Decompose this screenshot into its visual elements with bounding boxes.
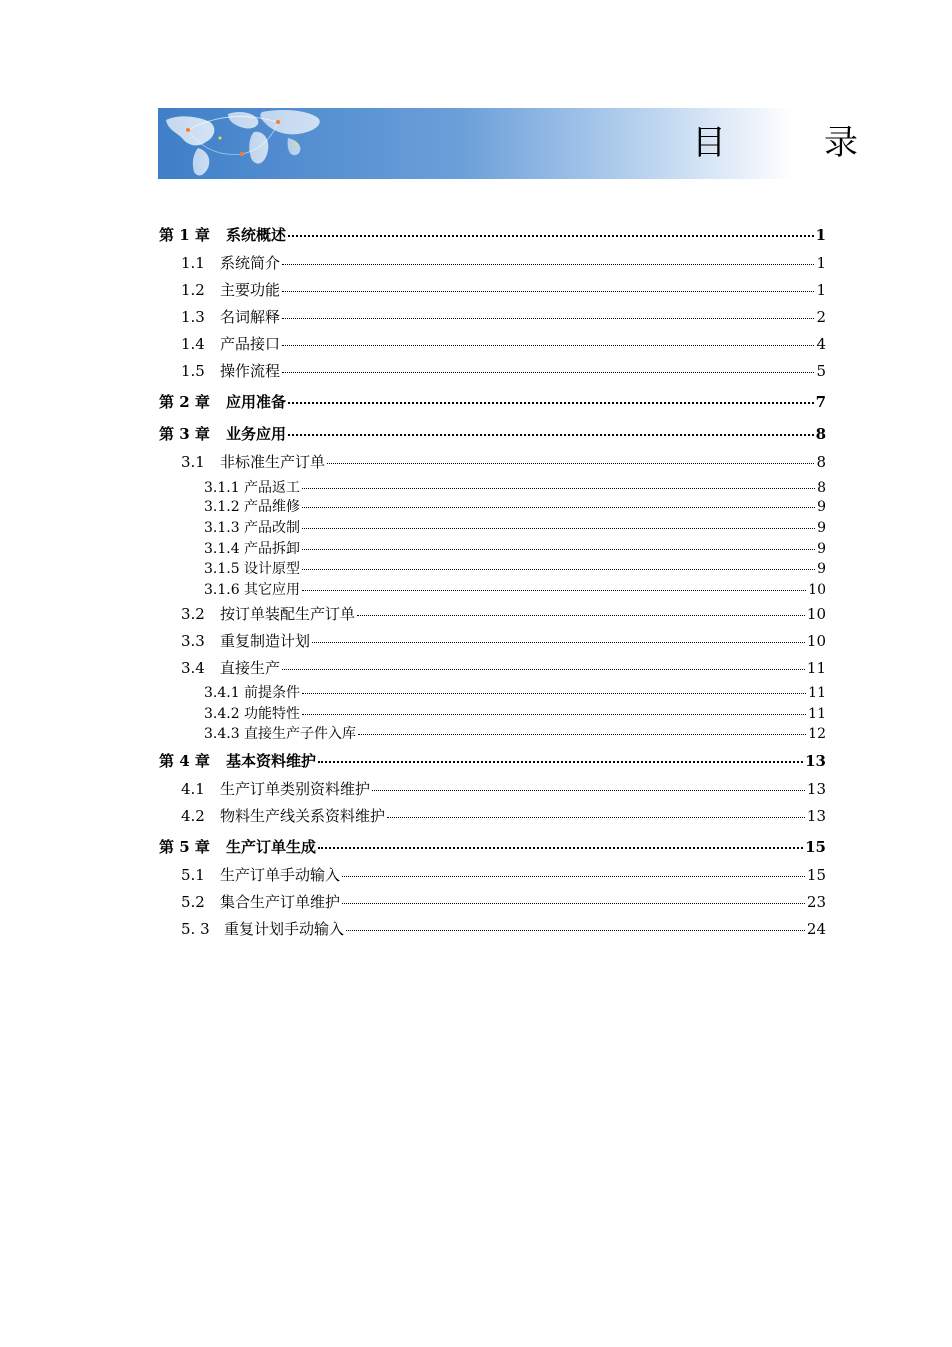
toc-title: 业务应用 bbox=[226, 425, 287, 443]
toc-entry-4-1[interactable] bbox=[181, 778, 826, 799]
toc-number: 4.1 bbox=[181, 780, 205, 798]
toc-entry-1-3[interactable] bbox=[181, 306, 826, 327]
toc-entry-3-4[interactable] bbox=[181, 657, 826, 678]
toc-page-number: 11 bbox=[808, 706, 826, 722]
toc-number: 第 3 章 bbox=[159, 425, 210, 443]
toc-number: 第 1 章 bbox=[159, 226, 210, 244]
toc-title: 系统概述 bbox=[226, 226, 287, 244]
toc-page-number: 13 bbox=[805, 752, 826, 770]
toc-entry-5-2[interactable] bbox=[181, 891, 826, 912]
toc-dot-leader bbox=[282, 264, 814, 265]
toc-entry-4-2[interactable] bbox=[181, 805, 826, 826]
toc-number: 第 2 章 bbox=[159, 393, 210, 411]
toc-number: 4.2 bbox=[181, 807, 205, 825]
toc-title: 生产订单生成 bbox=[226, 838, 317, 856]
toc-number: 3.4.2 bbox=[204, 706, 240, 722]
toc-title: 产品维修 bbox=[244, 499, 300, 515]
toc-dot-leader bbox=[302, 590, 806, 591]
toc-dot-leader bbox=[302, 507, 815, 508]
toc-title: 重复计划手动输入 bbox=[224, 920, 345, 938]
toc-title: 基本资料维护 bbox=[226, 752, 317, 770]
toc-entry-5-3[interactable] bbox=[181, 918, 826, 939]
toc-number: 5. 3 bbox=[181, 920, 210, 938]
toc-page-number: 13 bbox=[806, 807, 826, 825]
toc-title: 重复制造计划 bbox=[220, 632, 311, 650]
toc-dot-leader bbox=[342, 903, 805, 904]
toc-dot-leader bbox=[282, 669, 805, 670]
toc-page-number: 13 bbox=[806, 780, 826, 798]
toc-title: 名词解释 bbox=[220, 308, 281, 326]
toc-title: 产品接口 bbox=[220, 335, 281, 353]
toc-number: 第 5 章 bbox=[159, 838, 210, 856]
toc-page-number: 23 bbox=[806, 893, 826, 911]
toc-entry-3-1-3[interactable] bbox=[204, 517, 826, 537]
toc-number: 1.3 bbox=[181, 308, 205, 326]
toc-page-number: 10 bbox=[806, 632, 826, 650]
toc-number: 3.1 bbox=[181, 453, 205, 471]
toc-entry-3-1-1[interactable] bbox=[204, 477, 826, 497]
toc-number: 3.4.1 bbox=[204, 685, 240, 701]
toc-dot-leader bbox=[282, 345, 814, 346]
toc-page-number: 24 bbox=[806, 920, 826, 938]
toc-dot-leader bbox=[288, 402, 814, 404]
toc-entry-chapter-3[interactable] bbox=[159, 423, 826, 444]
toc-number: 3.1.5 bbox=[204, 561, 240, 577]
toc-entry-3-1[interactable] bbox=[181, 451, 826, 472]
toc-title: 集合生产订单维护 bbox=[220, 893, 341, 911]
toc-page-number: 11 bbox=[806, 659, 826, 677]
toc-entry-3-4-3[interactable] bbox=[204, 723, 826, 743]
toc-entry-3-4-1[interactable] bbox=[204, 682, 826, 702]
toc-title: 应用准备 bbox=[226, 393, 287, 411]
toc-dot-leader bbox=[357, 615, 805, 616]
toc-page-number: 7 bbox=[815, 393, 826, 411]
toc-dot-leader bbox=[302, 528, 815, 529]
toc-dot-leader bbox=[318, 847, 803, 849]
toc-number: 5.1 bbox=[181, 866, 205, 884]
toc-entry-3-2[interactable] bbox=[181, 603, 826, 624]
toc-entry-3-3[interactable] bbox=[181, 630, 826, 651]
toc-page-number: 9 bbox=[817, 499, 826, 515]
toc-dot-leader bbox=[288, 434, 814, 436]
toc-entry-chapter-4[interactable] bbox=[159, 750, 826, 771]
toc-page-number: 9 bbox=[817, 520, 826, 536]
toc-number: 3.1.1 bbox=[204, 480, 240, 496]
toc-number: 3.4 bbox=[181, 659, 205, 677]
toc-entry-5-1[interactable] bbox=[181, 864, 826, 885]
toc-number: 1.2 bbox=[181, 281, 205, 299]
toc-number: 3.1.2 bbox=[204, 499, 240, 515]
toc-number: 1.1 bbox=[181, 254, 205, 272]
toc-dot-leader bbox=[346, 930, 805, 931]
toc-entry-chapter-2[interactable] bbox=[159, 391, 826, 412]
toc-dot-leader bbox=[288, 235, 814, 237]
toc-dot-leader bbox=[358, 734, 806, 735]
toc-number: 3.3 bbox=[181, 632, 205, 650]
toc-dot-leader bbox=[372, 790, 805, 791]
toc-page-number: 8 bbox=[815, 425, 826, 443]
toc-page-number: 1 bbox=[816, 281, 826, 299]
toc-dot-leader bbox=[302, 549, 815, 550]
toc-title: 产品返工 bbox=[244, 480, 300, 496]
toc-title: 前提条件 bbox=[244, 685, 300, 701]
toc-page-number: 5 bbox=[816, 362, 826, 380]
toc-title: 主要功能 bbox=[220, 281, 281, 299]
toc-dot-leader bbox=[282, 318, 814, 319]
toc-title: 生产订单手动输入 bbox=[220, 866, 341, 884]
toc-title: 按订单装配生产订单 bbox=[220, 605, 356, 623]
toc-title: 直接生产子件入库 bbox=[244, 726, 356, 742]
toc-page-number: 2 bbox=[816, 308, 826, 326]
toc-dot-leader bbox=[302, 714, 806, 715]
toc-entry-1-5[interactable] bbox=[181, 360, 826, 381]
page-title: 目 录 bbox=[692, 123, 890, 163]
toc-page-number: 8 bbox=[816, 453, 826, 471]
toc-title: 直接生产 bbox=[220, 659, 281, 677]
toc-page-number: 11 bbox=[808, 685, 826, 701]
toc-title: 设计原型 bbox=[244, 561, 300, 577]
toc-number: 第 4 章 bbox=[159, 752, 210, 770]
toc-number: 3.4.3 bbox=[204, 726, 240, 742]
toc-entry-chapter-5[interactable] bbox=[159, 836, 826, 857]
toc-title: 生产订单类别资料维护 bbox=[220, 780, 371, 798]
toc-dot-leader bbox=[302, 569, 815, 570]
toc-dot-leader bbox=[302, 693, 806, 694]
toc-dot-leader bbox=[302, 488, 815, 489]
toc-dot-leader bbox=[387, 817, 805, 818]
toc-entry-3-1-6[interactable] bbox=[204, 579, 826, 599]
toc-title: 非标准生产订单 bbox=[220, 453, 326, 471]
toc-entry-1-4[interactable] bbox=[181, 333, 826, 354]
toc-entry-chapter-1[interactable] bbox=[159, 224, 826, 245]
toc-title: 产品拆卸 bbox=[244, 541, 300, 557]
toc-page-number: 8 bbox=[817, 480, 826, 496]
toc-page-number: 15 bbox=[805, 838, 826, 856]
toc-entry-1-1[interactable] bbox=[181, 252, 826, 273]
toc-dot-leader bbox=[318, 761, 803, 763]
toc-dot-leader bbox=[327, 463, 814, 464]
toc-page-number: 10 bbox=[808, 582, 826, 598]
toc-title: 产品改制 bbox=[244, 520, 300, 536]
toc-number: 5.2 bbox=[181, 893, 205, 911]
toc-dot-leader bbox=[312, 642, 805, 643]
toc-page-number: 15 bbox=[806, 866, 826, 884]
toc-entry-3-1-4[interactable] bbox=[204, 538, 826, 558]
toc-page-number: 1 bbox=[815, 226, 826, 244]
toc-number: 3.2 bbox=[181, 605, 205, 623]
toc-page-number: 4 bbox=[816, 335, 826, 353]
toc-title: 功能特性 bbox=[244, 706, 300, 722]
toc-number: 3.1.6 bbox=[204, 582, 240, 598]
toc-dot-leader bbox=[342, 876, 805, 877]
toc-title: 物料生产线关系资料维护 bbox=[220, 807, 386, 825]
toc-page-number: 9 bbox=[817, 561, 826, 577]
toc-page-number: 9 bbox=[817, 541, 826, 557]
toc-dot-leader bbox=[282, 372, 814, 373]
toc-number: 3.1.4 bbox=[204, 541, 240, 557]
toc-page-number: 10 bbox=[806, 605, 826, 623]
toc-title: 其它应用 bbox=[244, 582, 300, 598]
toc-entry-1-2[interactable] bbox=[181, 279, 826, 300]
toc-dot-leader bbox=[282, 291, 814, 292]
toc-number: 1.4 bbox=[181, 335, 205, 353]
toc-number: 3.1.3 bbox=[204, 520, 240, 536]
toc-title: 系统简介 bbox=[220, 254, 281, 272]
toc-page-number: 1 bbox=[816, 254, 826, 272]
toc-page-number: 12 bbox=[808, 726, 826, 742]
toc-title: 操作流程 bbox=[220, 362, 281, 380]
toc-entry-3-4-2[interactable] bbox=[204, 703, 826, 723]
toc-entry-3-1-2[interactable] bbox=[204, 496, 826, 516]
toc-entry-3-1-5[interactable] bbox=[204, 558, 826, 578]
toc-number: 1.5 bbox=[181, 362, 205, 380]
